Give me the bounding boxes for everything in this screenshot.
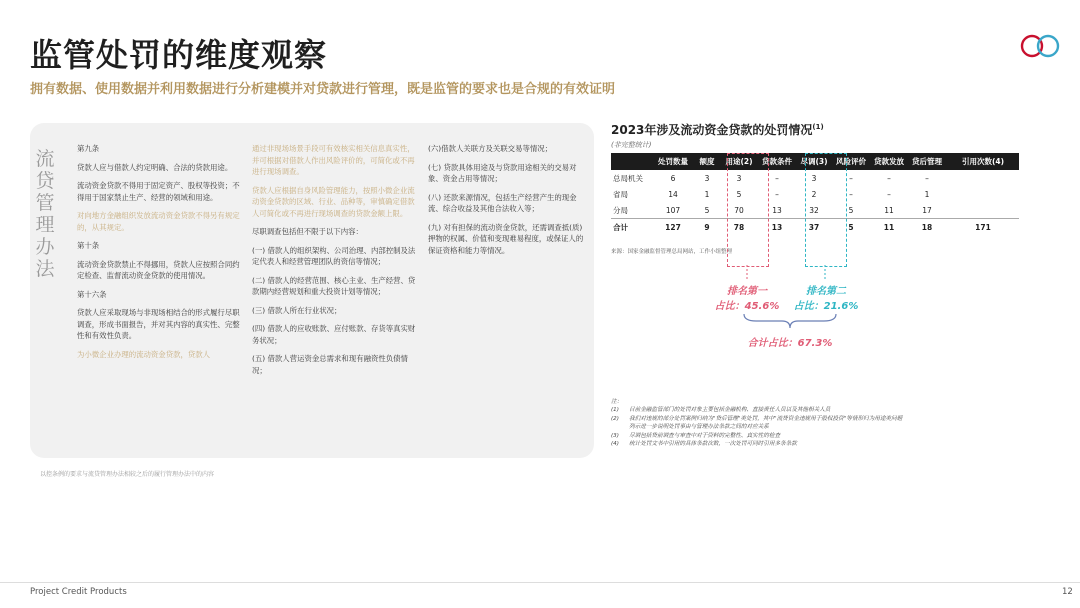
table-cell: 5 — [736, 189, 742, 199]
table-cell: 18 — [907, 219, 947, 236]
page-title: 监管处罚的维度观察 — [30, 36, 328, 74]
table-cell: 3 — [704, 173, 710, 183]
clause-text: 贷款人应根据自身风险管理能力，按照小微企业流动资金贷款的区域、行业、品种等，审慎确定借款人可简化或不再进行现场调查的贷款金额上限。 — [252, 185, 415, 218]
table-cell: – — [849, 189, 853, 199]
callout-first-share: 占比：45.6% — [714, 301, 780, 312]
clause-heading: 第十条 — [77, 241, 100, 250]
note-number: (3) — [611, 432, 619, 439]
callout-total-share: 合计占比：67.3% — [747, 338, 833, 349]
table-cell: 5 — [831, 219, 871, 236]
clause-text: 流动资金贷款禁止不得挪用，贷款人应按照合同约定检查、监督流动资金贷款的使用情况。 — [77, 259, 240, 280]
table-header-cell: 引用次数(4) — [947, 153, 1019, 170]
page-number: 12 — [1062, 587, 1073, 597]
table-title — [611, 121, 824, 138]
table-header-cell: 贷款发放 — [871, 153, 907, 170]
vertical-label: 流贷管理办法 — [35, 148, 55, 280]
highlight-due-diligence-column — [805, 153, 847, 267]
note-item — [611, 432, 1026, 440]
brand-logo — [1018, 33, 1062, 59]
table-cell: – — [887, 173, 891, 183]
table-cell: – — [775, 189, 779, 199]
clause-text: (七) 贷款具体用途及与贷款用途相关的交易对象、资金占用等情况； — [428, 162, 577, 183]
note-item — [611, 423, 1026, 431]
note-number — [611, 423, 629, 431]
note-number: (1) — [611, 407, 619, 414]
note-text: 目前金融监管部门的处罚对象主要包括金融机构、直接责任人员以及其他相关人员 — [629, 407, 831, 414]
table-cell: 省局 — [613, 189, 628, 199]
table-cell: 合计 — [611, 219, 653, 236]
table-cell — [947, 186, 1019, 202]
table-title-text: 2023年涉及流动资金贷款的处罚情况 — [611, 123, 813, 137]
note-text: 统计处罚文书中引用的具体条款次数，一次处罚可同时引用多条条款 — [629, 441, 797, 448]
regulation-column-2 — [252, 143, 417, 383]
clause-text: 对向地方金融组织发放流动资金贷款不得另有规定的，从其规定。 — [77, 211, 240, 232]
clause-text: 通过非现场场景手段可有效核实相关信息真实性，并可根据对借款人作出风险评价的，可简化或不再进行现场调查。 — [252, 144, 415, 176]
table-title-sup: (1) — [812, 123, 824, 131]
table-cell: 171 — [947, 219, 1019, 236]
table-cell: – — [849, 173, 853, 183]
note-text: 尽调包括贷前调查与审查中对于资料的完整性、真实性的检查 — [629, 432, 781, 439]
clause-text: (五) 借款人营运资金总需求和现有融资性负债情况； — [252, 354, 408, 375]
table-cell: 5 — [704, 205, 710, 215]
table-cell: 1 — [924, 189, 930, 199]
clause-text: (九) 对有担保的流动资金贷款，还需调查抵(质)押物的权属、价值和变现难易程度，或保证人的保证资格和能力等情况。 — [428, 222, 584, 255]
table-subtitle: (非完整统计) — [611, 141, 652, 149]
panel-footnote: 以控条例的要求与流贷管理办法相较之后的履行管理办法中的内容 — [40, 471, 215, 478]
notes-header: 注： — [611, 399, 623, 405]
table-cell: – — [775, 173, 779, 183]
notes-block — [611, 398, 1026, 448]
table-cell: – — [887, 189, 891, 199]
table-header-cell: 贷后管理 — [907, 153, 947, 170]
note-item — [611, 440, 1026, 448]
table-cell: 17 — [922, 205, 932, 215]
table-header-cell: 额度 — [693, 153, 721, 170]
table-cell: 1 — [704, 189, 710, 199]
clause-heading: 第九条 — [77, 144, 100, 153]
table-header-cell: 用途(2) — [721, 153, 757, 170]
note-item — [611, 415, 1026, 423]
table-header-cell: 风险评价 — [831, 153, 871, 170]
clause-text: (三) 借款人所在行业状况； — [252, 305, 342, 315]
brace-icon — [740, 312, 840, 330]
page-subtitle: 拥有数据、使用数据并利用数据进行分析建模并对贷款进行管理，既是监管的要求也是合规的有效证明 — [30, 82, 616, 97]
note-number: (4) — [611, 441, 619, 448]
clause-heading: 第十六条 — [77, 289, 107, 299]
clause-text: (二) 借款人的经营范围、核心主业、生产经营、贷款期内经营规划和重大投资计划等情况； — [252, 275, 416, 296]
note-text: 我们对违规的部分处罚案例归纳为"贷后管理"类处罚，其中"流贷资金违规用于股权投资"等情形归为用途类问题 — [629, 415, 903, 422]
footer-project-name: Project Credit Products — [30, 587, 127, 597]
callout-second-share: 占比：21.6% — [793, 301, 859, 312]
table-cell: 78 — [721, 219, 757, 236]
footer-divider — [0, 582, 1080, 583]
table-cell: 2 — [811, 189, 817, 199]
callout-first — [712, 282, 782, 312]
table-cell: 3 — [736, 173, 742, 183]
table-cell: 总局机关 — [613, 173, 643, 183]
table-header-cell: 处罚数量 — [653, 153, 693, 170]
regulation-column-1 — [77, 143, 242, 367]
table-cell: 37 — [797, 219, 831, 236]
callout-second-label: 排名第二 — [806, 286, 846, 297]
table-cell: 70 — [734, 205, 744, 215]
table-cell: 13 — [757, 219, 797, 236]
note-number: (2) — [611, 415, 619, 422]
clause-text: (四) 借款人的应收账款、应付账款、存货等真实财务状况； — [252, 324, 416, 345]
clause-text: 流动资金贷款不得用于固定资产、股权等投资；不得用于国家禁止生产、经营的领域和用途。 — [77, 181, 240, 202]
clause-text: (一) 借款人的组织架构、公司治理、内部控制及法定代表人和经营管理团队的资信等情况； — [252, 245, 416, 266]
clause-text: 贷款人应与借款人约定明确、合法的贷款用途。 — [77, 162, 233, 172]
table-cell: 11 — [871, 219, 907, 236]
table-cell: 107 — [665, 205, 681, 215]
table-cell: 分局 — [613, 205, 628, 215]
table-header-cell: 尽调(3) — [797, 153, 831, 170]
table-cell: 3 — [811, 173, 817, 183]
table-cell: 9 — [693, 219, 721, 236]
regulation-column-3 — [428, 143, 588, 263]
table-header-cell — [611, 153, 653, 170]
table-cell: 32 — [809, 205, 819, 215]
clause-text: (八) 还款来源情况，包括生产经营产生的现金流、综合收益及其他合法收入等； — [428, 192, 577, 213]
table-cell: 6 — [670, 173, 676, 183]
table-cell — [947, 170, 1019, 186]
callout-second — [790, 282, 862, 312]
table-cell: 11 — [884, 205, 894, 215]
note-item — [611, 406, 1026, 414]
clause-text: (六)借款人关联方及关联交易等情况； — [428, 144, 553, 153]
clause-text: 尽职调查包括但不限于以下内容： — [252, 227, 363, 236]
note-text: 列示进一步说明处罚事由与管理办法条款之间的对应关系 — [629, 424, 769, 431]
table-cell: 127 — [653, 219, 693, 236]
table-cell: 13 — [772, 205, 782, 215]
table-cell: 5 — [848, 205, 854, 215]
table-cell — [947, 202, 1019, 219]
table-header-cell: 贷款条件 — [757, 153, 797, 170]
table-cell: – — [925, 173, 929, 183]
clause-text: 为小微企业办理的流动资金贷款，贷款人 — [77, 349, 211, 359]
highlight-usage-column — [727, 153, 769, 267]
table-cell: 14 — [668, 189, 678, 199]
callout-first-label: 排名第一 — [727, 286, 767, 297]
clause-text: 贷款人应采取现场与非现场相结合的形式履行尽职调查，形成书面报告，并对其内容的真实性、完整性和有效性负责。 — [77, 308, 240, 340]
table-source: 来源：国家金融监督管理总局网站，工作小组整理 — [611, 249, 733, 255]
